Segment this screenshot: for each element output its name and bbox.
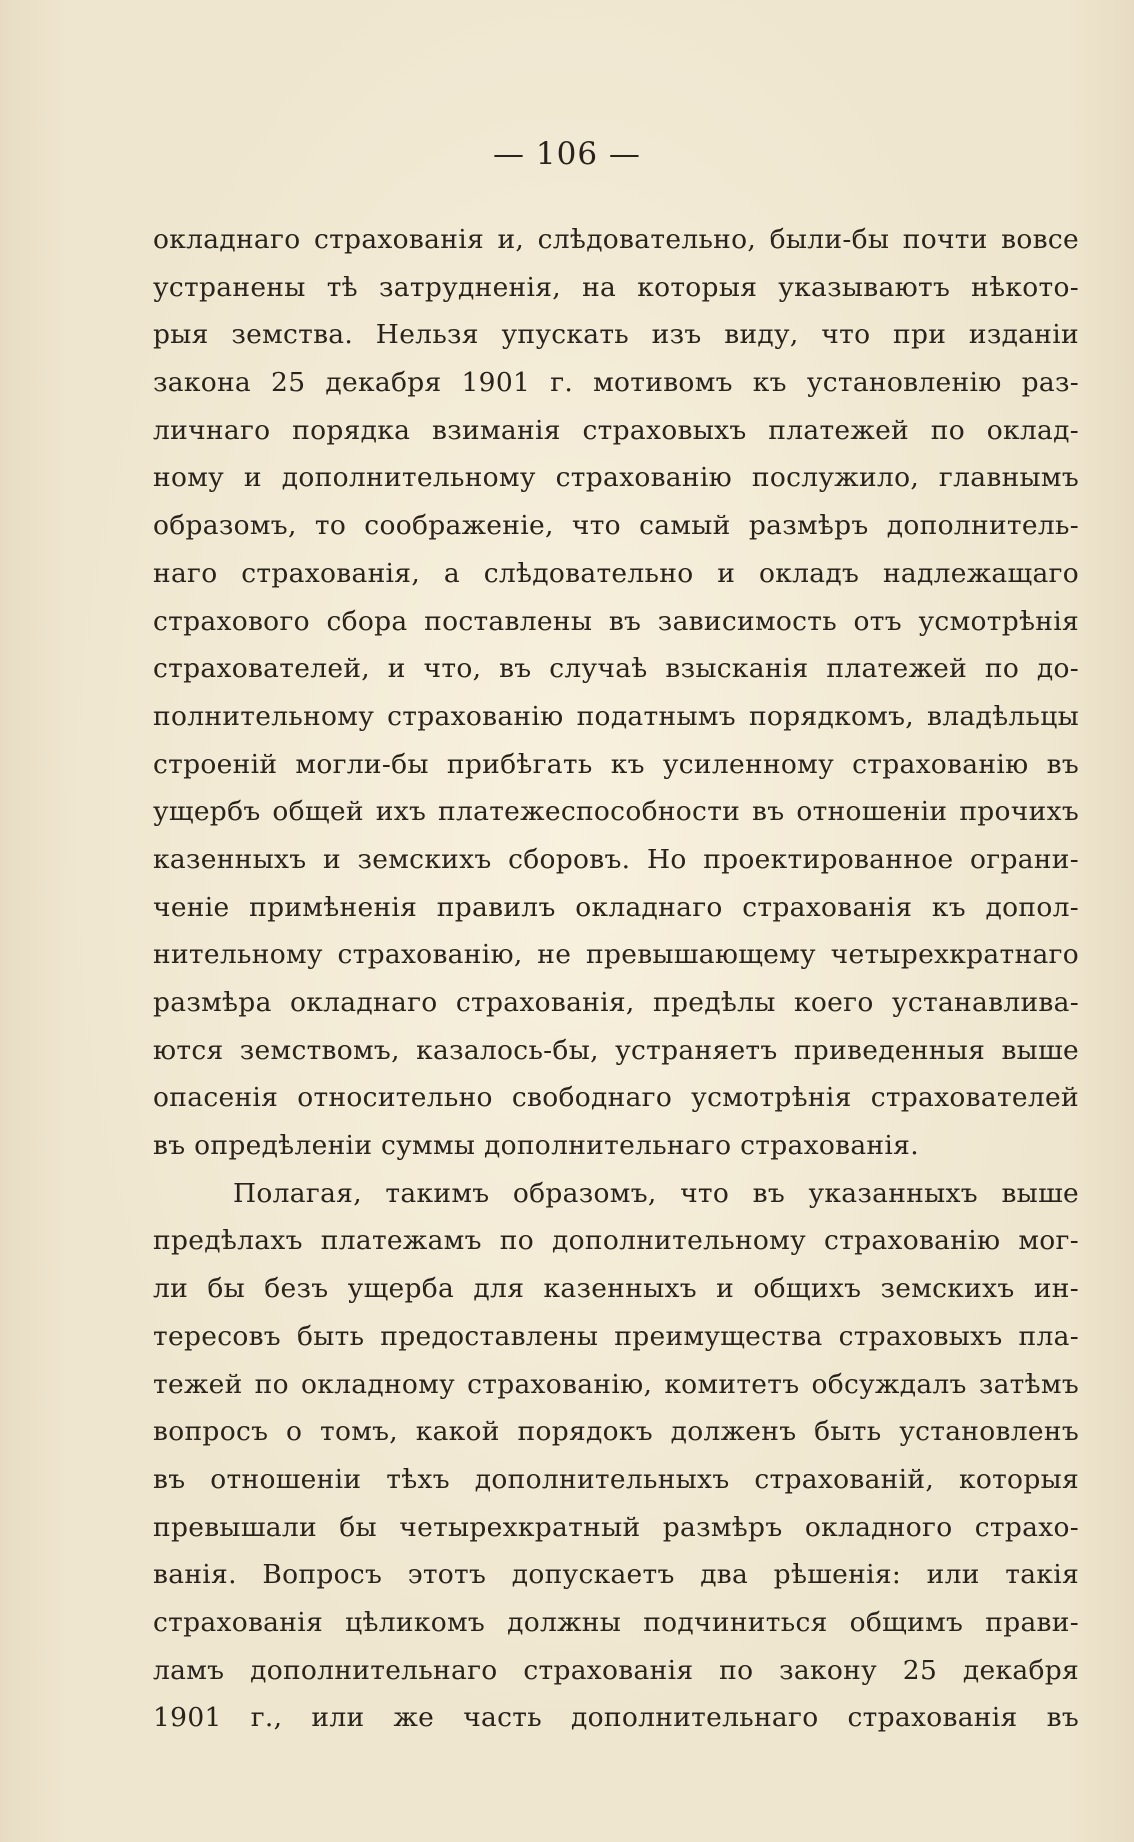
text-line: вопросъ о томъ, какой порядокъ долженъ быть установленъ bbox=[153, 1416, 1079, 1448]
text-line: окладнаго страхованія и, слѣдовательно, были-бы почти вовсе bbox=[153, 224, 1079, 255]
text-line: ются земствомъ, казалось-бы, устраняетъ приведенныя выше bbox=[153, 1034, 1079, 1066]
text-line: ному и дополнительному страхованію послужило, главнымъ bbox=[153, 462, 1079, 494]
text-line: размѣра окладнаго страхованія, предѣлы коего устанавлива- bbox=[153, 987, 1079, 1018]
paragraph-end-line: въ опредѣленіи суммы дополнительнаго страхованія. bbox=[153, 1130, 919, 1162]
text-line: тежей по окладному страхованію, комитетъ обсуждалъ затѣмъ bbox=[153, 1368, 1079, 1400]
text-line: казенныхъ и земскихъ сборовъ. Но проектированное ограни- bbox=[153, 843, 1079, 875]
text-line: опасенія относительно свободнаго усмотрѣнія страхователей bbox=[153, 1082, 1079, 1114]
text-line: образомъ, то соображеніе, что самый размѣръ дополнитель- bbox=[153, 510, 1079, 542]
text-line: полнительному страхованію податнымъ порядкомъ, владѣльцы bbox=[153, 700, 1079, 732]
text-line: наго страхованія, а слѣдовательно и окладъ надлежащаго bbox=[153, 557, 1079, 589]
text-line: ли бы безъ ущерба для казенныхъ и общихъ земскихъ ин- bbox=[153, 1273, 1079, 1305]
text-line: страхованія цѣликомъ должны подчиниться общимъ прави- bbox=[153, 1606, 1079, 1638]
text-line: предѣлахъ платежамъ по дополнительному страхованію мог- bbox=[153, 1225, 1079, 1257]
text-line: въ отношеніи тѣхъ дополнительныхъ страхованій, которыя bbox=[153, 1463, 1079, 1495]
text-line: рыя земства. Нельзя упускать изъ виду, что при изданіи bbox=[153, 319, 1079, 351]
text-line: ущербъ общей ихъ платежеспособности въ отношеніи прочихъ bbox=[153, 796, 1079, 828]
text-line: страхователей, и что, въ случаѣ взысканія платежей по до- bbox=[153, 653, 1079, 685]
text-line: 1901 г., или же часть дополнительнаго страхованія въ bbox=[153, 1702, 1079, 1734]
text-line: превышали бы четырехкратный размѣръ окладного страхо- bbox=[153, 1511, 1079, 1543]
text-line: ламъ дополнительнаго страхованія по закону 25 декабря bbox=[153, 1654, 1079, 1686]
paragraph-start-line: Полагая, такимъ образомъ, что въ указанныхъ выше bbox=[233, 1177, 1079, 1209]
text-line: ченіе примѣненія правилъ окладнаго страхованія къ допол- bbox=[153, 891, 1079, 923]
text-line: строеній могли-бы прибѣгать къ усиленному страхованію въ bbox=[153, 748, 1079, 780]
text-line: нительному страхованію, не превышающему четырехкратнаго bbox=[153, 939, 1079, 971]
text-line: закона 25 декабря 1901 г. мотивомъ къ установленію раз- bbox=[153, 367, 1079, 399]
text-line: устранены тѣ затрудненія, на которыя указываютъ нѣкото- bbox=[153, 271, 1079, 303]
page-number: — 106 — bbox=[493, 136, 641, 172]
text-line: тересовъ быть предоставлены преимущества страховыхъ пла- bbox=[153, 1320, 1079, 1352]
text-line: личнаго порядка взиманія страховыхъ платежей по оклад- bbox=[153, 414, 1079, 446]
text-line: ванія. Вопросъ этотъ допускаетъ два рѣшенія: или такія bbox=[153, 1559, 1079, 1591]
text-line: страхового сбора поставлены въ зависимость отъ усмотрѣнія bbox=[153, 605, 1079, 637]
body-text bbox=[153, 216, 1079, 1742]
